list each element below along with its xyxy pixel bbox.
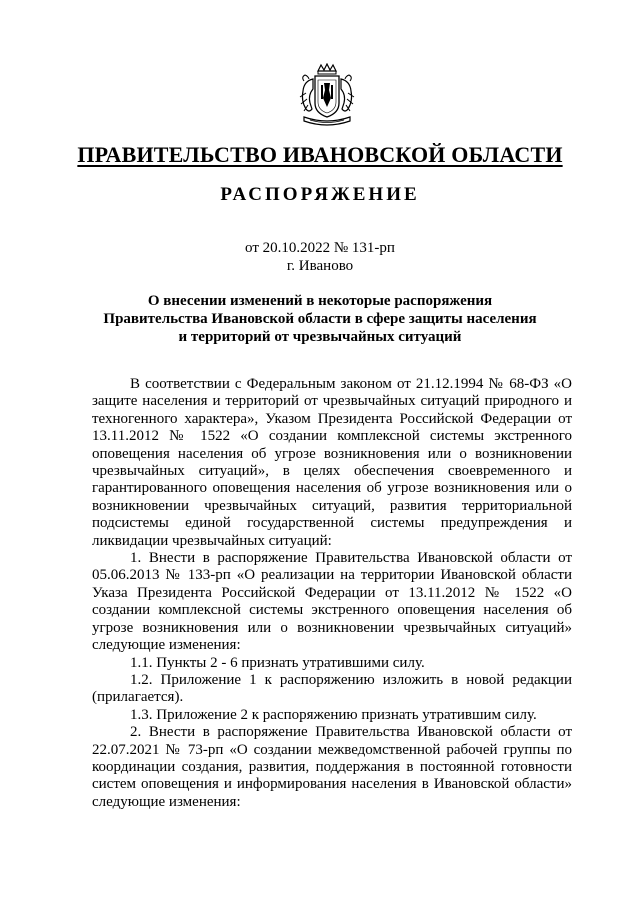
paragraph-1-1: 1.1. Пункты 2 - 6 признать утратившими силу. (130, 654, 425, 671)
paragraph-1: 1. Внести в распоряжение Правительства Ивановской области от 05.06.2013 № 133-рп «О реализации на территории Ивановской области Указа Президента Российской Федерации от 13.11.2012 № 1522 «О создании комплексной системы экстренного оповещения населения об угрозе возникновения или о возникновении чрезвычайных ситуаций» следующие изменения: (92, 550, 572, 654)
document-type: РАСПОРЯЖЕНИЕ (220, 184, 420, 205)
paragraph-2: 2. Внести в распоряжение Правительства Ивановской области от 22.07.2021 № 73-рп «О создании межведомственной рабочей группы по координации создания, развития, поддержания в постоянной готовности систем оповещения и информирования населения в Ивановской области» следующие изменения: (92, 724, 572, 810)
date-number: от 20.10.2022 № 131-рп (245, 240, 395, 256)
document-title: О внесении изменений в некоторые распоряжения Правительства Ивановской области в сфере защиты населения и территорий от чрезвычайных ситуаций (103, 293, 537, 345)
coat-of-arms-icon (296, 63, 358, 129)
paragraph-1-3: 1.3. Приложение 2 к распоряжению признать утратившим силу. (130, 706, 537, 723)
city: г. Иваново (286, 258, 354, 274)
document-meta (0, 239, 640, 275)
paragraph-preamble: В соответствии с Федеральным законом от 21.12.1994 № 68-ФЗ «О защите населения и территорий от чрезвычайных ситуаций природного и техногенного характера», Указом Президента Российской Федерации от 13.11.2012 № 1522 «О создании комплексной системы экстренного оповещения населения об угрозе возникновения или о возникновении чрезвычайных ситуаций», в целях обеспечения своевременного и гарантированного оповещения населения об угрозе возникновения или о возникновении чрезвычайных ситуаций, развития территориальной подсистемы единой государственной системы предупреждения и ликвидации чрезвычайных ситуаций: (92, 376, 572, 549)
paragraph-1-2: 1.2. Приложение 1 к распоряжению изложить в новой редакции (прилагается). (92, 671, 572, 706)
organization-title: ПРАВИТЕЛЬСТВО ИВАНОВСКОЙ ОБЛАСТИ (77, 142, 563, 167)
document-body (92, 376, 572, 811)
